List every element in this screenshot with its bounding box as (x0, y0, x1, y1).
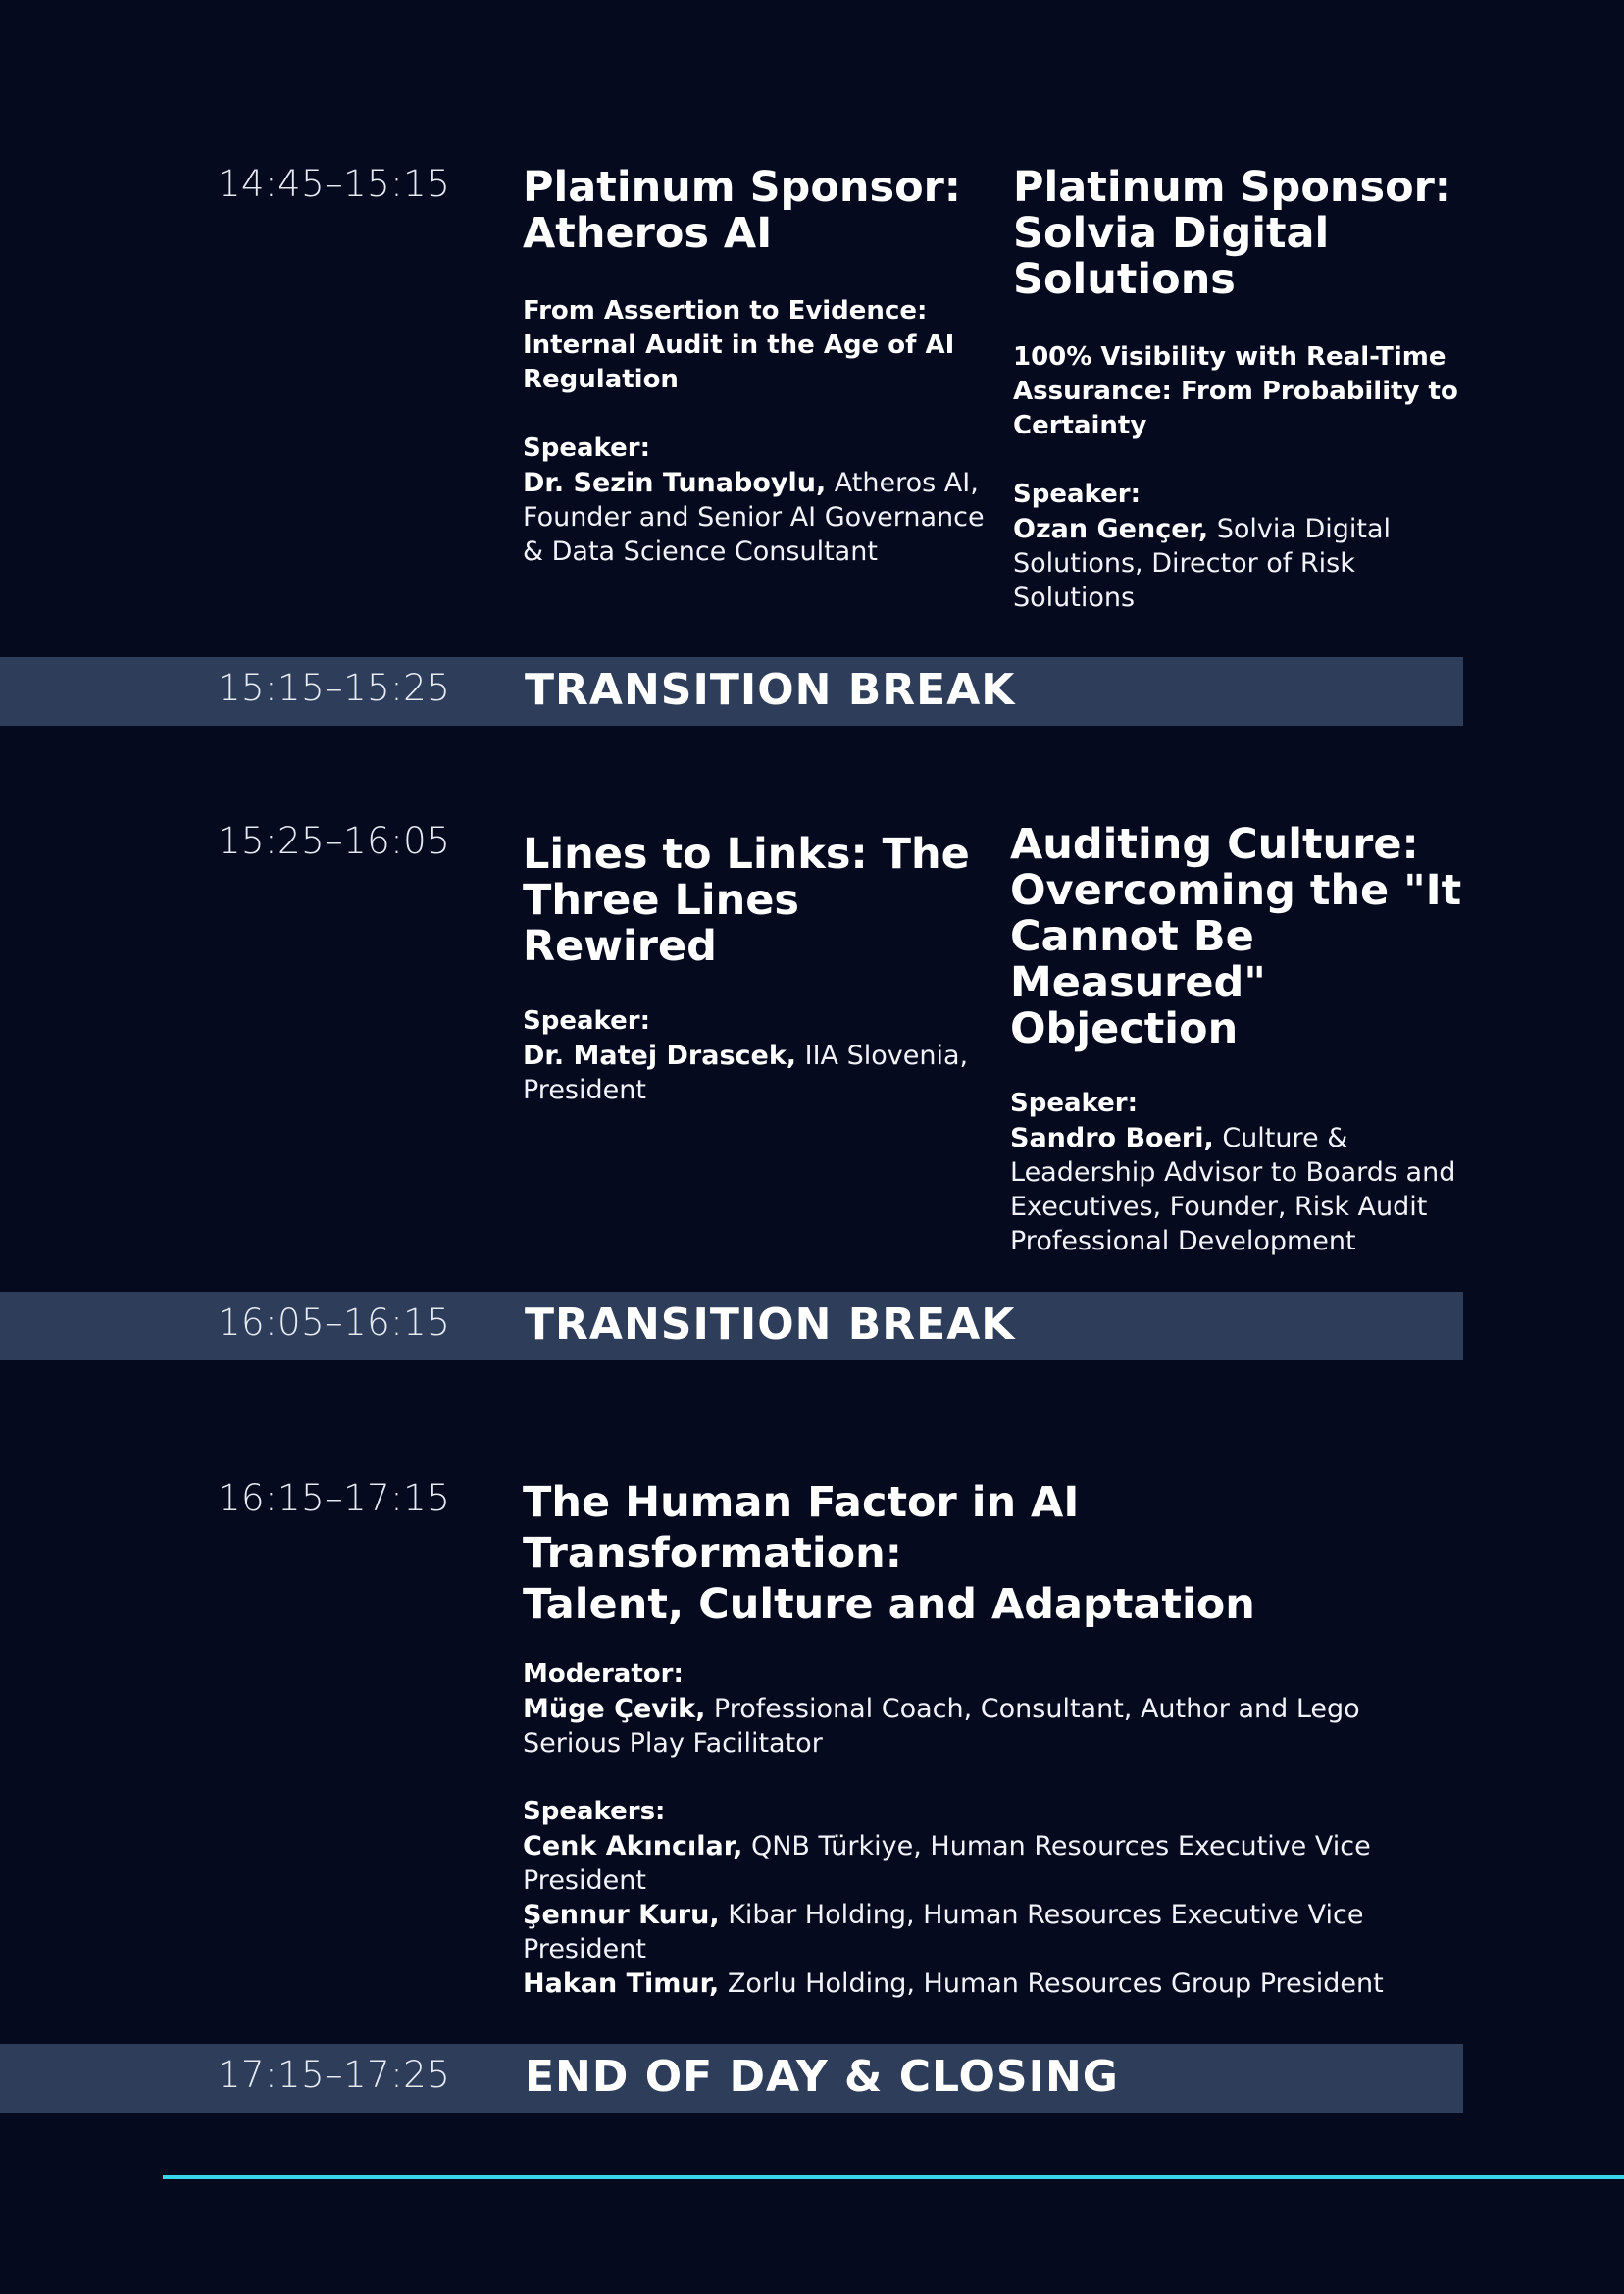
speaker-name: Dr. Sezin Tunaboylu, (523, 468, 827, 498)
session-title: Auditing Culture: Overcoming the "It Cannot Be Measured" Objection (1010, 820, 1462, 1053)
break-time: 17:15–17:25 (218, 2054, 451, 2096)
speaker-entry (523, 1966, 1464, 2001)
speaker-name: Hakan Timur, (523, 1968, 720, 1999)
speaker-entry (1013, 512, 1474, 615)
speaker-role: Zorlu Holding, Human Resources Group President (719, 1968, 1384, 1999)
break-title: END OF DAY & CLOSING (525, 2052, 1119, 2102)
break-time: 16:05–16:15 (218, 1301, 451, 1344)
session-title: Lines to Links: The Three Lines Rewired (523, 830, 970, 971)
session-time: 16:15–17:15 (218, 1477, 451, 1519)
speaker-role: Solvia Digital Solutions, Director of Risk Solutions (1013, 514, 1392, 613)
session-card-left (523, 832, 1003, 1107)
session-card-right (1013, 165, 1474, 615)
speaker-role: Atheros AI, Founder and Senior AI Governance & Data Science Consultant (523, 468, 985, 567)
break-band (0, 657, 1463, 726)
speaker-entry (523, 466, 1003, 569)
speakers-label: Speakers: (523, 1797, 666, 1826)
speaker-role: IIA Slovenia, President (523, 1041, 969, 1105)
session-card-left (523, 165, 1003, 569)
speaker-name: Dr. Matej Drascek, (523, 1041, 797, 1071)
speaker-label: Speaker: (523, 433, 650, 463)
break-band (0, 1292, 1463, 1360)
break-title: TRANSITION BREAK (525, 665, 1016, 715)
moderator-role: Professional Coach, Consultant, Author and Lego Serious Play Facilitator (523, 1694, 1360, 1759)
session-subtitle: From Assertion to Evidence: Internal Audit in the Age of AI Regulation (523, 296, 955, 394)
accent-divider (163, 2175, 1624, 2179)
moderator-entry (523, 1692, 1464, 1760)
speaker-entry (523, 1829, 1464, 1898)
speaker-role: Kibar Holding, Human Resources Executive Vice President (523, 1900, 1364, 1964)
moderator-name: Müge Çevik, (523, 1694, 706, 1724)
session-title-line: The Human Factor in AI Transformation: (523, 1478, 1080, 1578)
speaker-name: Şennur Kuru, (523, 1900, 720, 1930)
session-time: 15:25–16:05 (218, 820, 451, 862)
speaker-name: Ozan Gençer, (1013, 514, 1209, 544)
panel-session (523, 1477, 1464, 2001)
speaker-label: Speaker: (1013, 480, 1141, 509)
session-title: Platinum Sponsor: Solvia Digital Solutions (1013, 163, 1452, 304)
session-title (523, 1477, 1464, 1630)
speaker-label: Speaker: (1010, 1089, 1138, 1118)
session-title-line: Talent, Culture and Adaptation (523, 1580, 1255, 1629)
moderator-label: Moderator: (523, 1659, 684, 1689)
speaker-entry (523, 1898, 1464, 1966)
closing-band (0, 2044, 1463, 2113)
session-card-right (1010, 822, 1476, 1258)
speaker-role: QNB Türkiye, Human Resources Executive Vice President (523, 1831, 1371, 1896)
speaker-name: Cenk Akıncılar, (523, 1831, 743, 1861)
break-time: 15:15–15:25 (218, 667, 451, 709)
session-time: 14:45–15:15 (218, 163, 451, 205)
speaker-entry (1010, 1121, 1476, 1258)
speaker-label: Speaker: (523, 1006, 650, 1036)
speaker-entry (523, 1039, 1003, 1107)
speaker-role: Culture & Leadership Advisor to Boards and Executives, Founder, Risk Audit Professional Development (1010, 1123, 1456, 1256)
speaker-name: Sandro Boeri, (1010, 1123, 1214, 1153)
session-subtitle: 100% Visibility with Real-Time Assurance: From Probability to Certainty (1013, 342, 1458, 440)
session-title: Platinum Sponsor: Atheros AI (523, 163, 962, 258)
break-title: TRANSITION BREAK (525, 1300, 1016, 1350)
